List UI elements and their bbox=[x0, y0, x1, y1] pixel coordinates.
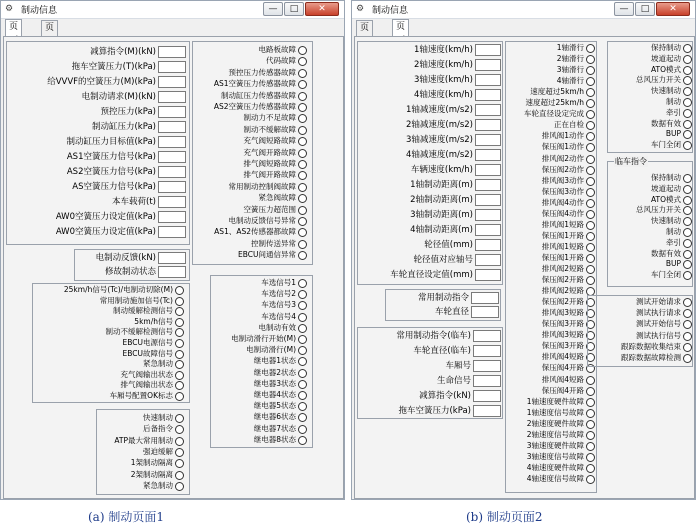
value-field[interactable] bbox=[158, 61, 186, 73]
indicator-label: 车选信号1 bbox=[261, 278, 296, 287]
status-led-icon bbox=[586, 376, 595, 385]
indicator-label: 制动不缓解故障 bbox=[243, 124, 296, 134]
status-led-icon bbox=[586, 453, 595, 462]
value-field[interactable] bbox=[475, 89, 501, 101]
status-led-icon bbox=[175, 339, 184, 348]
status-led-icon bbox=[586, 221, 595, 230]
value-field[interactable] bbox=[475, 59, 501, 71]
status-led-icon bbox=[586, 210, 595, 219]
status-led-icon bbox=[586, 475, 595, 484]
indicator-label: 1轴滑行 bbox=[556, 43, 584, 52]
status-led-icon bbox=[298, 279, 307, 288]
indicator-label: 电制动滑行开始(M) bbox=[231, 334, 296, 343]
value-label: 3轴速度(km/h) bbox=[414, 75, 473, 85]
status-led-icon bbox=[683, 66, 692, 75]
indicator-label: AS1空簧压力传感器故障 bbox=[213, 79, 296, 89]
value-field[interactable] bbox=[475, 164, 501, 176]
brake-window-page1 bbox=[0, 0, 345, 500]
value-field[interactable] bbox=[158, 151, 186, 163]
value-label: 4轴速度(km/h) bbox=[414, 90, 473, 100]
page2-panel bbox=[354, 36, 695, 499]
value-field[interactable] bbox=[158, 91, 186, 103]
value-field[interactable] bbox=[471, 306, 499, 318]
indicator-label: 电制动有效 bbox=[258, 322, 296, 332]
indicator-label: 排风阀2短路 bbox=[541, 286, 584, 296]
value-field[interactable] bbox=[158, 252, 186, 264]
indicator-label: BUP bbox=[665, 129, 681, 139]
indicator-label: 保压阀1动作 bbox=[541, 142, 584, 152]
status-led-icon bbox=[586, 155, 595, 164]
status-led-icon bbox=[586, 44, 595, 53]
value-label: 1轴速度(km/h) bbox=[414, 45, 473, 55]
indicator-label: 强迫缓解 bbox=[143, 446, 173, 456]
value-field[interactable] bbox=[473, 345, 501, 357]
value-field[interactable] bbox=[473, 390, 501, 402]
value-field[interactable] bbox=[475, 209, 501, 221]
status-led-icon bbox=[298, 103, 307, 112]
value-field[interactable] bbox=[475, 74, 501, 86]
indicator-label: 3轴滑行 bbox=[556, 65, 584, 75]
indicator-label: 排风阀1短路 bbox=[541, 241, 584, 251]
value-field[interactable] bbox=[475, 134, 501, 146]
value-label: 给VVVF的空簧压力(M)(kPa) bbox=[47, 77, 156, 87]
value-label: 常用制动指令(临车) bbox=[396, 331, 471, 341]
title-bar bbox=[352, 1, 695, 19]
indicator-label: 充气阀开路故障 bbox=[243, 147, 296, 157]
status-led-icon bbox=[175, 482, 184, 491]
indicator-label: 正在自检 bbox=[554, 120, 584, 130]
indicator-label: 25km/h信号(Tc)/电制动切除(M) bbox=[63, 285, 173, 294]
indicator-label: 保压阀4开路 bbox=[541, 385, 584, 395]
value-field[interactable] bbox=[158, 121, 186, 133]
value-field[interactable] bbox=[475, 149, 501, 161]
status-led-icon bbox=[683, 185, 692, 194]
indicator-label: EBCU电源信号 bbox=[122, 338, 173, 347]
indicator-label: BUP bbox=[665, 259, 681, 269]
indicator-label: 排风阀4短路 bbox=[541, 352, 584, 362]
indicator-label: 保压阀4动作 bbox=[541, 208, 584, 218]
value-field[interactable] bbox=[158, 46, 186, 58]
indicator-label: ATO模式 bbox=[650, 194, 681, 204]
value-field[interactable] bbox=[475, 239, 501, 251]
value-field[interactable] bbox=[475, 254, 501, 266]
indicator-label: 4轴滑行 bbox=[556, 76, 584, 86]
status-led-icon bbox=[586, 188, 595, 197]
page1-panel bbox=[3, 36, 344, 499]
title-bar bbox=[1, 1, 344, 19]
indicator-label: 车门全闭 bbox=[651, 270, 681, 280]
status-led-icon bbox=[683, 55, 692, 64]
indicator-label: 车门全闭 bbox=[651, 140, 681, 150]
status-led-icon bbox=[175, 414, 184, 423]
status-led-icon bbox=[175, 371, 184, 380]
app-icon: ⚙ bbox=[5, 4, 14, 14]
value-label: 预控压力(kPa) bbox=[100, 107, 156, 117]
value-label: 减算指令(kN) bbox=[419, 391, 471, 401]
indicator-label: 5km/h信号 bbox=[134, 316, 173, 326]
indicator-label: 制动不缓解检测信号 bbox=[105, 327, 173, 337]
caption-page2: (b) 制动页面2 bbox=[466, 510, 543, 524]
status-led-icon bbox=[586, 254, 595, 263]
status-led-icon bbox=[586, 420, 595, 429]
indicator-label: 排气阀开路故障 bbox=[243, 170, 296, 180]
indicator-label: 制动 bbox=[666, 97, 681, 106]
minimize-button[interactable]: — bbox=[263, 2, 283, 16]
indicator-label: 排风阀2动作 bbox=[541, 153, 584, 163]
indicator-label: ATO模式 bbox=[650, 64, 681, 74]
tab-page1[interactable]: 页 bbox=[356, 20, 373, 36]
status-led-icon bbox=[586, 232, 595, 241]
value-field[interactable] bbox=[475, 269, 501, 281]
tab-page2[interactable]: 页 bbox=[41, 20, 58, 36]
status-led-icon bbox=[298, 436, 307, 445]
indicator-label: 电制动反馈信号异常 bbox=[228, 216, 296, 225]
value-field[interactable] bbox=[158, 226, 186, 238]
status-led-icon bbox=[298, 380, 307, 389]
status-led-icon bbox=[683, 250, 692, 259]
status-led-icon bbox=[586, 409, 595, 418]
indicator-label: 继电器2状态 bbox=[253, 367, 296, 377]
status-led-icon bbox=[683, 298, 692, 307]
indicator-label: 保压阀2开路 bbox=[541, 297, 584, 307]
indicator-label: EBCU间通信异常 bbox=[238, 250, 296, 260]
indicator-label: 空簧压力超范围 bbox=[243, 204, 296, 214]
indicator-label: 充气阀短路故障 bbox=[243, 136, 296, 146]
indicator-label: 制动力不足故障 bbox=[243, 113, 296, 123]
status-led-icon bbox=[586, 243, 595, 252]
indicator-label: 4轴速度信号故障 bbox=[526, 473, 584, 483]
indicator-label: 继电器6状态 bbox=[253, 412, 296, 422]
indicator-label: 保压阀2开路 bbox=[541, 275, 584, 285]
indicator-label: 测试开始信号 bbox=[636, 319, 681, 329]
indicator-label: 保压阀1开路 bbox=[541, 252, 584, 262]
indicator-label: 车轮直径设定完成 bbox=[524, 109, 584, 119]
status-led-icon bbox=[683, 343, 692, 352]
indicator-label: 总风压力开关 bbox=[636, 75, 681, 85]
value-label: 生命信号 bbox=[436, 376, 471, 386]
indicator-label: 1轴速度硬件故障 bbox=[526, 396, 584, 406]
indicator-label: 车厢号配置OK标志 bbox=[109, 391, 173, 400]
indicator-label: 控制传送异常 bbox=[251, 238, 296, 248]
status-led-icon bbox=[683, 109, 692, 118]
indicator-label: 车选信号3 bbox=[261, 300, 296, 310]
value-label: AW0空簧压力设定值(kPa) bbox=[55, 227, 156, 237]
value-label: 车轮直径(临车) bbox=[413, 346, 471, 356]
indicator-label: AS1、AS2传感器都故障 bbox=[214, 227, 296, 237]
indicator-label: 坡道起动 bbox=[651, 183, 681, 193]
status-led-icon bbox=[586, 55, 595, 64]
status-led-icon bbox=[586, 464, 595, 473]
value-label: AW0空簧压力设定值(kPa) bbox=[55, 212, 156, 222]
close-button[interactable]: ✕ bbox=[305, 2, 339, 16]
adjacent-cmd-title: 临车指令 bbox=[615, 157, 647, 166]
indicator-label: 保持制动 bbox=[651, 43, 681, 52]
value-field[interactable] bbox=[158, 181, 186, 193]
value-field[interactable] bbox=[473, 360, 501, 372]
value-label: 修故制动状态 bbox=[104, 267, 156, 277]
status-led-icon bbox=[298, 160, 307, 169]
status-led-icon bbox=[298, 206, 307, 215]
value-field[interactable] bbox=[473, 405, 501, 417]
value-field[interactable] bbox=[475, 104, 501, 116]
close-button[interactable]: ✕ bbox=[656, 2, 690, 16]
status-led-icon bbox=[586, 387, 595, 396]
status-led-icon bbox=[298, 324, 307, 333]
indicator-label: 车选信号4 bbox=[261, 311, 296, 321]
indicator-label: 常用制动施加信号(Tc) bbox=[99, 295, 173, 305]
status-led-icon bbox=[175, 286, 184, 295]
value-label: 轮径值对应轴号 bbox=[413, 255, 473, 265]
status-led-icon bbox=[586, 265, 595, 274]
window-title: 制动信息 bbox=[21, 6, 58, 16]
indicator-label: 2轴速度硬件故障 bbox=[526, 418, 584, 428]
value-label: 电制动请求(M)(kN) bbox=[81, 92, 156, 102]
value-label: 2轴速度(km/h) bbox=[414, 60, 473, 70]
indicator-label: 排风阀1动作 bbox=[541, 131, 584, 141]
value-field[interactable] bbox=[473, 375, 501, 387]
indicator-label: 制动缓解检测信号 bbox=[113, 306, 173, 316]
indicator-label: 3轴速度信号故障 bbox=[526, 451, 584, 461]
indicator-label: 常用制动控制阀故障 bbox=[228, 181, 296, 191]
indicator-label: 牵引 bbox=[666, 237, 681, 247]
indicator-label: 保压阀3开路 bbox=[541, 341, 584, 351]
indicator-label: 制动缸压力传感器故障 bbox=[221, 90, 296, 100]
indicator-label: 紧急制动 bbox=[143, 359, 173, 369]
indicator-label: 速度超过25km/h bbox=[525, 98, 584, 108]
brake-window-page2 bbox=[351, 0, 696, 500]
indicator-label: 排风阀3短路 bbox=[541, 330, 584, 340]
indicator-label: 排气阀短路故障 bbox=[243, 159, 296, 168]
indicator-label: 车选信号2 bbox=[261, 289, 296, 299]
value-label: 减算指令(M)(kN) bbox=[90, 47, 156, 57]
status-led-icon bbox=[683, 239, 692, 248]
status-led-icon bbox=[683, 228, 692, 237]
status-led-icon bbox=[298, 369, 307, 378]
indicator-label: 牵引 bbox=[666, 107, 681, 117]
indicator-label: 坡道起动 bbox=[651, 53, 681, 63]
value-field[interactable] bbox=[158, 166, 186, 178]
indicator-label: 4轴速度硬件故障 bbox=[526, 462, 584, 472]
indicator-label: 充气阀输出状态 bbox=[120, 369, 173, 379]
indicator-label: 紧急制动 bbox=[143, 480, 173, 490]
value-label: 2轴减速度(m/s2) bbox=[405, 120, 473, 130]
indicator-label: 保压阀3开路 bbox=[541, 319, 584, 329]
value-label: AS空簧压力信号(kPa) bbox=[72, 182, 156, 192]
value-label: 车厢号 bbox=[445, 361, 471, 371]
value-label: 1轴减速度(m/s2) bbox=[405, 105, 473, 115]
value-label: 4轴减速度(m/s2) bbox=[405, 150, 473, 160]
value-label: 拖车空簧压力(T)(kPa) bbox=[71, 62, 156, 72]
status-led-icon bbox=[175, 350, 184, 359]
app-icon: ⚙ bbox=[356, 4, 365, 14]
indicator-label: 数据有效 bbox=[651, 248, 681, 258]
indicator-label: 代码故障 bbox=[266, 56, 296, 66]
indicator-label: 继电器4状态 bbox=[253, 390, 296, 399]
indicator-label: 继电器8状态 bbox=[253, 434, 296, 444]
value-field[interactable] bbox=[158, 76, 186, 88]
indicator-label: 预控压力传感器故障 bbox=[228, 67, 296, 77]
indicator-label: 保持制动 bbox=[651, 173, 681, 182]
value-field[interactable] bbox=[471, 292, 499, 304]
status-led-icon bbox=[175, 437, 184, 446]
indicator-label: 快速制动 bbox=[143, 413, 173, 422]
value-label: AS1空簧压力信号(kPa) bbox=[66, 152, 156, 162]
status-led-icon bbox=[298, 391, 307, 400]
value-label: 电制动反馈(kN) bbox=[95, 253, 156, 263]
status-led-icon bbox=[683, 196, 692, 205]
indicator-label: 电制动滑行(M) bbox=[246, 345, 296, 355]
tab-page1[interactable]: 页 bbox=[5, 19, 22, 36]
indicator-label: 继电器3状态 bbox=[253, 378, 296, 388]
indicator-label: 继电器7状态 bbox=[253, 423, 296, 433]
status-led-icon bbox=[586, 166, 595, 175]
indicator-label: 总风压力开关 bbox=[636, 205, 681, 215]
indicator-label: 排风阀3短路 bbox=[541, 308, 584, 318]
value-field[interactable] bbox=[158, 196, 186, 208]
indicator-label: 测试开始请求 bbox=[636, 297, 681, 306]
value-label: 车轮直径 bbox=[434, 307, 469, 317]
indicator-label: 排风阀4动作 bbox=[541, 197, 584, 207]
status-led-icon bbox=[683, 44, 692, 53]
indicator-label: 跟踪数据故障检测 bbox=[621, 353, 681, 362]
indicator-label: ATP最大常用制动 bbox=[114, 435, 173, 445]
status-led-icon bbox=[683, 98, 692, 107]
value-field[interactable] bbox=[475, 44, 501, 56]
indicator-label: 快速制动 bbox=[651, 86, 681, 96]
indicator-label: 跟踪数据收集结束 bbox=[621, 341, 681, 351]
indicator-label: 保压阀4开路 bbox=[541, 363, 584, 373]
value-label: AS2空簧压力信号(kPa) bbox=[66, 167, 156, 177]
value-label: 制动缸压力(kPa) bbox=[91, 122, 156, 132]
caption-page1: (a) 制动页面1 bbox=[88, 510, 164, 524]
value-field[interactable] bbox=[158, 211, 186, 223]
indicator-label: 电路板故障 bbox=[258, 45, 296, 54]
status-led-icon bbox=[175, 448, 184, 457]
indicator-label: 保压阀1开路 bbox=[541, 230, 584, 240]
tab-page2[interactable]: 页 bbox=[392, 19, 409, 36]
indicator-label: 2架制动隔离 bbox=[130, 469, 173, 479]
indicator-label: 测试执行信号 bbox=[636, 330, 681, 340]
status-led-icon bbox=[175, 318, 184, 327]
indicator-label: 1轴速度信号故障 bbox=[526, 407, 584, 417]
maximize-button[interactable]: □ bbox=[284, 2, 304, 16]
status-led-icon bbox=[298, 217, 307, 226]
value-label: 3轴减速度(m/s2) bbox=[405, 135, 473, 145]
status-led-icon bbox=[298, 240, 307, 249]
value-label: 车辆速度(km/h) bbox=[410, 165, 473, 175]
indicator-label: 排风阀1短路 bbox=[541, 219, 584, 229]
value-field[interactable] bbox=[158, 266, 186, 278]
indicator-label: 排风阀2短路 bbox=[541, 264, 584, 273]
indicator-label: 继电器1状态 bbox=[253, 356, 296, 366]
status-led-icon bbox=[298, 313, 307, 322]
status-led-icon bbox=[298, 183, 307, 192]
value-label: 制动缸压力目标值(kPa) bbox=[66, 137, 156, 147]
value-label: 4轴制动距离(m) bbox=[410, 225, 473, 235]
indicator-label: 数据有效 bbox=[651, 118, 681, 128]
indicator-label: 保压阀3动作 bbox=[541, 186, 584, 196]
minimize-button[interactable]: — bbox=[614, 2, 634, 16]
value-field[interactable] bbox=[475, 194, 501, 206]
status-led-icon bbox=[586, 442, 595, 451]
status-led-icon bbox=[175, 392, 184, 401]
value-label: 本车载荷(t) bbox=[112, 197, 156, 207]
value-label: 1轴制动距离(m) bbox=[410, 180, 473, 190]
indicator-label: 紧急阀故障 bbox=[258, 193, 296, 203]
window-title: 制动信息 bbox=[372, 6, 409, 16]
status-led-icon bbox=[298, 92, 307, 101]
status-led-icon bbox=[175, 297, 184, 306]
value-field[interactable] bbox=[158, 106, 186, 118]
indicator-label: 2轴滑行 bbox=[556, 54, 584, 64]
value-label: 常用制动指令 bbox=[417, 293, 469, 303]
indicator-label: 测试执行请求 bbox=[636, 308, 681, 318]
value-label: 车轮直径设定值(mm) bbox=[390, 270, 473, 280]
indicator-label: 排气阀输出状态 bbox=[120, 380, 173, 390]
value-field[interactable] bbox=[475, 179, 501, 191]
status-led-icon bbox=[298, 149, 307, 158]
status-led-icon bbox=[683, 120, 692, 129]
indicator-label: 2轴速度信号故障 bbox=[526, 429, 584, 439]
indicator-label: 排风阀4短路 bbox=[541, 374, 584, 384]
status-led-icon bbox=[586, 431, 595, 440]
indicator-label: 继电器5状态 bbox=[253, 401, 296, 411]
indicator-label: 1架制动隔离 bbox=[130, 458, 173, 468]
value-label: 3轴制动距离(m) bbox=[410, 210, 473, 220]
indicator-label: 制动 bbox=[666, 227, 681, 236]
status-led-icon bbox=[586, 199, 595, 208]
maximize-button[interactable]: □ bbox=[635, 2, 655, 16]
value-field[interactable] bbox=[473, 330, 501, 342]
value-field[interactable] bbox=[475, 224, 501, 236]
status-led-icon bbox=[298, 335, 307, 344]
value-field[interactable] bbox=[158, 136, 186, 148]
status-led-icon bbox=[683, 174, 692, 183]
value-label: 轮径值(mm) bbox=[424, 240, 473, 250]
value-field[interactable] bbox=[475, 119, 501, 131]
status-led-icon bbox=[683, 332, 692, 341]
indicator-label: 后备指令 bbox=[143, 424, 173, 434]
status-led-icon bbox=[175, 471, 184, 480]
status-led-icon bbox=[683, 354, 692, 363]
status-led-icon bbox=[586, 398, 595, 407]
status-led-icon bbox=[298, 69, 307, 78]
indicator-label: 3轴速度硬件故障 bbox=[526, 440, 584, 450]
status-led-icon bbox=[586, 177, 595, 186]
indicator-label: AS2空簧压力传感器故障 bbox=[213, 102, 296, 111]
indicator-label: 快速制动 bbox=[651, 216, 681, 226]
status-led-icon bbox=[298, 425, 307, 434]
indicator-label: 保压阀2动作 bbox=[541, 164, 584, 174]
indicator-label: 速度超过5km/h bbox=[530, 87, 584, 97]
status-led-icon bbox=[298, 126, 307, 135]
value-label: 拖车空簧压力(kPa) bbox=[398, 406, 471, 416]
status-led-icon bbox=[298, 46, 307, 55]
status-led-icon bbox=[586, 276, 595, 285]
value-label: 2轴制动距离(m) bbox=[410, 195, 473, 205]
indicator-label: 排风阀3动作 bbox=[541, 175, 584, 185]
indicator-label: EBCU故障信号 bbox=[122, 348, 173, 358]
